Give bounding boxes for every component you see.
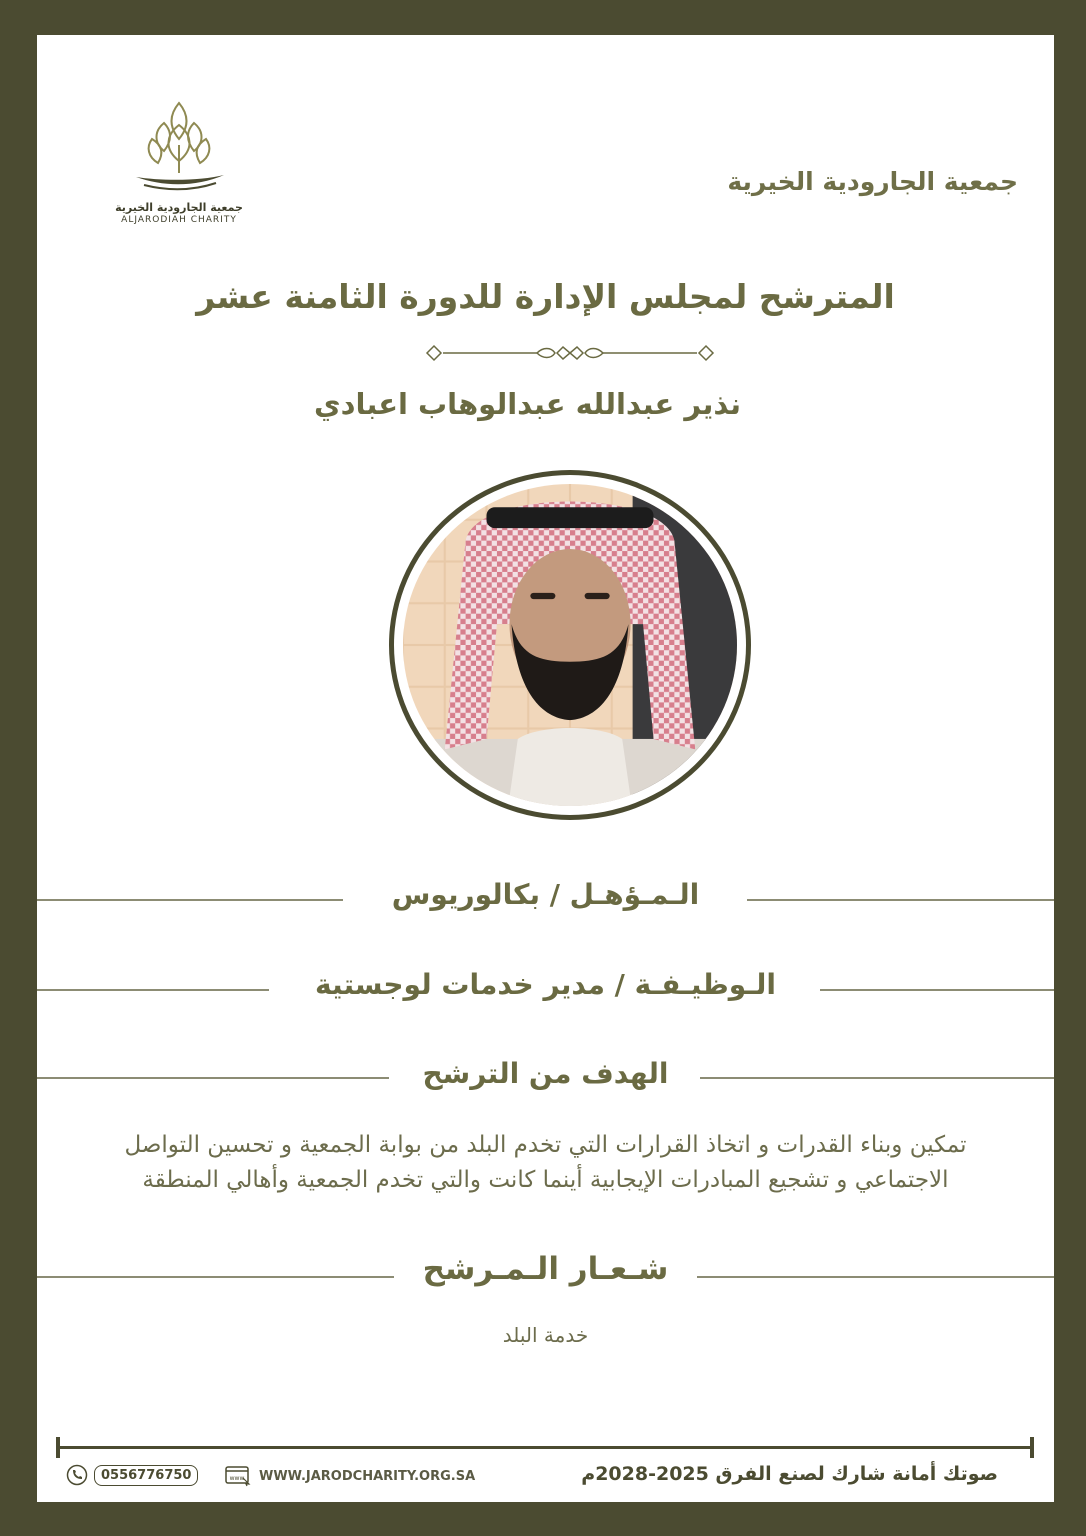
footer-divider-cap (56, 1437, 60, 1458)
wheat-logo-icon (124, 95, 234, 195)
footer-divider-cap (1030, 1437, 1034, 1458)
candidate-name: نذير عبدالله عبدالوهاب اعبادي (314, 387, 741, 421)
goal-text: تمكين وبناء القدرات و اتخاذ القرارات التي تخدم البلد من بوابة الجمعية و تحسين التواصل الاجتماعي و تشجيع المبادرات الإيجابية أينما كانت والتي تخدم الجمعية وأهالي المنطقة (124, 1132, 967, 1193)
organization-logo (109, 95, 249, 225)
campaign-slogan: صوتك أمانة شارك لصنع الفرق 2025-2028م (581, 1463, 998, 1485)
phone-number[interactable]: 0556776750 (94, 1465, 198, 1486)
candidate-photo (403, 484, 737, 806)
logo-english-text: ALJARODIAH CHARITY (121, 215, 237, 225)
qualification-label: الـمـؤهـل / بكالوريوس (391, 878, 700, 911)
website-icon (225, 1465, 251, 1487)
goal-heading: الهدف من الترشح (422, 1057, 669, 1090)
website-icon-text: www (229, 1475, 245, 1482)
page-title: المترشح لمجلس الإدارة للدورة الثامنة عشر (196, 277, 895, 316)
candidate-photo-frame (389, 470, 751, 820)
organization-name: جمعية الجارودية الخيرية (727, 167, 1018, 196)
candidate-flyer (37, 35, 1054, 1502)
website-url[interactable]: WWW.JARODCHARITY.ORG.SA (259, 1468, 476, 1484)
slogan-text: خدمة البلد (502, 1323, 589, 1347)
footer-phone (66, 1464, 198, 1486)
phone-icon (66, 1464, 88, 1486)
slogan-heading: شـعـار الـمـرشح (422, 1251, 669, 1287)
logo-arabic-text: جمعية الجارودية الخيرية (115, 201, 243, 214)
portrait-image (403, 484, 737, 806)
footer-divider (58, 1446, 1032, 1449)
job-label: الـوظيـفـة / مدير خدمات لوجستية (315, 968, 776, 1001)
footer-website (225, 1465, 475, 1487)
ornament-divider-icon (425, 339, 715, 367)
